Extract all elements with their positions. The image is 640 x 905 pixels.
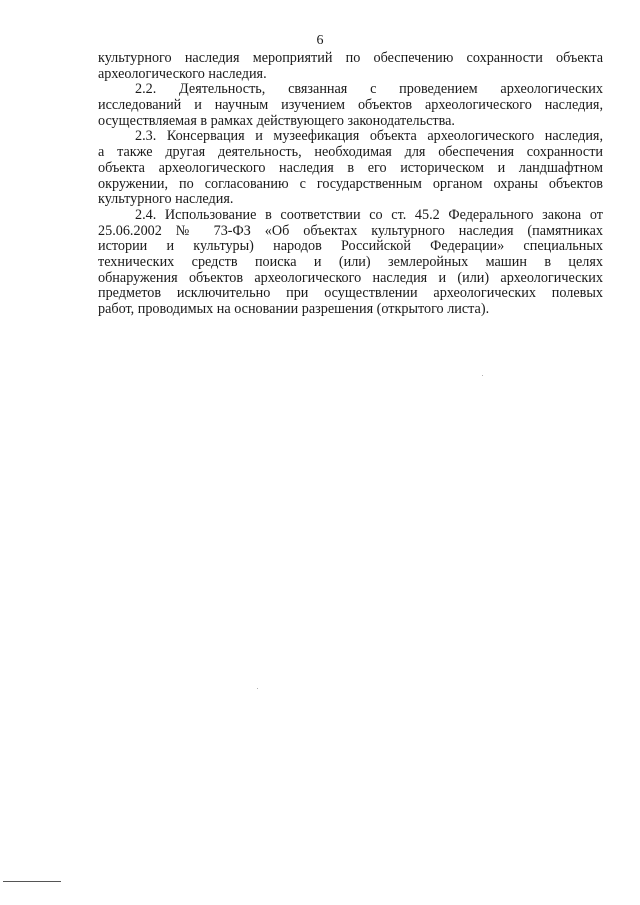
text-line: технических средств поиска и (или) землеройных машин в целях (98, 253, 603, 270)
text-line: культурного наследия. (98, 191, 234, 208)
text-line: осуществляемая в рамках действующего законодательства. (98, 112, 455, 129)
footer-rule (3, 881, 61, 882)
text-line: археологического наследия. (98, 65, 267, 82)
text-line: 2.3. Консервация и музеефикация объекта археологического наследия, (135, 128, 603, 145)
scan-speck (482, 375, 483, 376)
text-line: работ, проводимых на основании разрешения (открытого листа). (98, 301, 490, 317)
text-line: объекта археологического наследия в его историческом и ландшафтном (98, 159, 603, 176)
page-number: 6 (316, 33, 324, 48)
text-line: окружении, по согласованию с государственным органом охраны объектов (98, 175, 603, 192)
text-line: исследований и научным изучением объектов археологического наследия, (98, 97, 603, 114)
text-line: культурного наследия мероприятий по обеспечению сохранности объекта (98, 50, 603, 66)
text-line: обнаружения объектов археологического наследия и (или) археологических (98, 269, 603, 286)
text-line: предметов исключительно при осуществлении археологических полевых (98, 285, 603, 302)
text-line: истории и культуры) народов Российской Федерации» специальных (98, 238, 603, 255)
text-line: 25.06.2002 № 73-ФЗ «Об объектах культурного наследия (памятниках (98, 222, 603, 239)
text-line: а также другая деятельность, необходимая для обеспечения сохранности (98, 144, 603, 161)
scan-speck (257, 688, 258, 689)
text-line: 2.2. Деятельность, связанная с проведением археологических (135, 81, 603, 98)
document-body (98, 51, 603, 318)
text-line: 2.4. Использование в соответствии со ст. 45.2 Федерального закона от (135, 206, 603, 223)
